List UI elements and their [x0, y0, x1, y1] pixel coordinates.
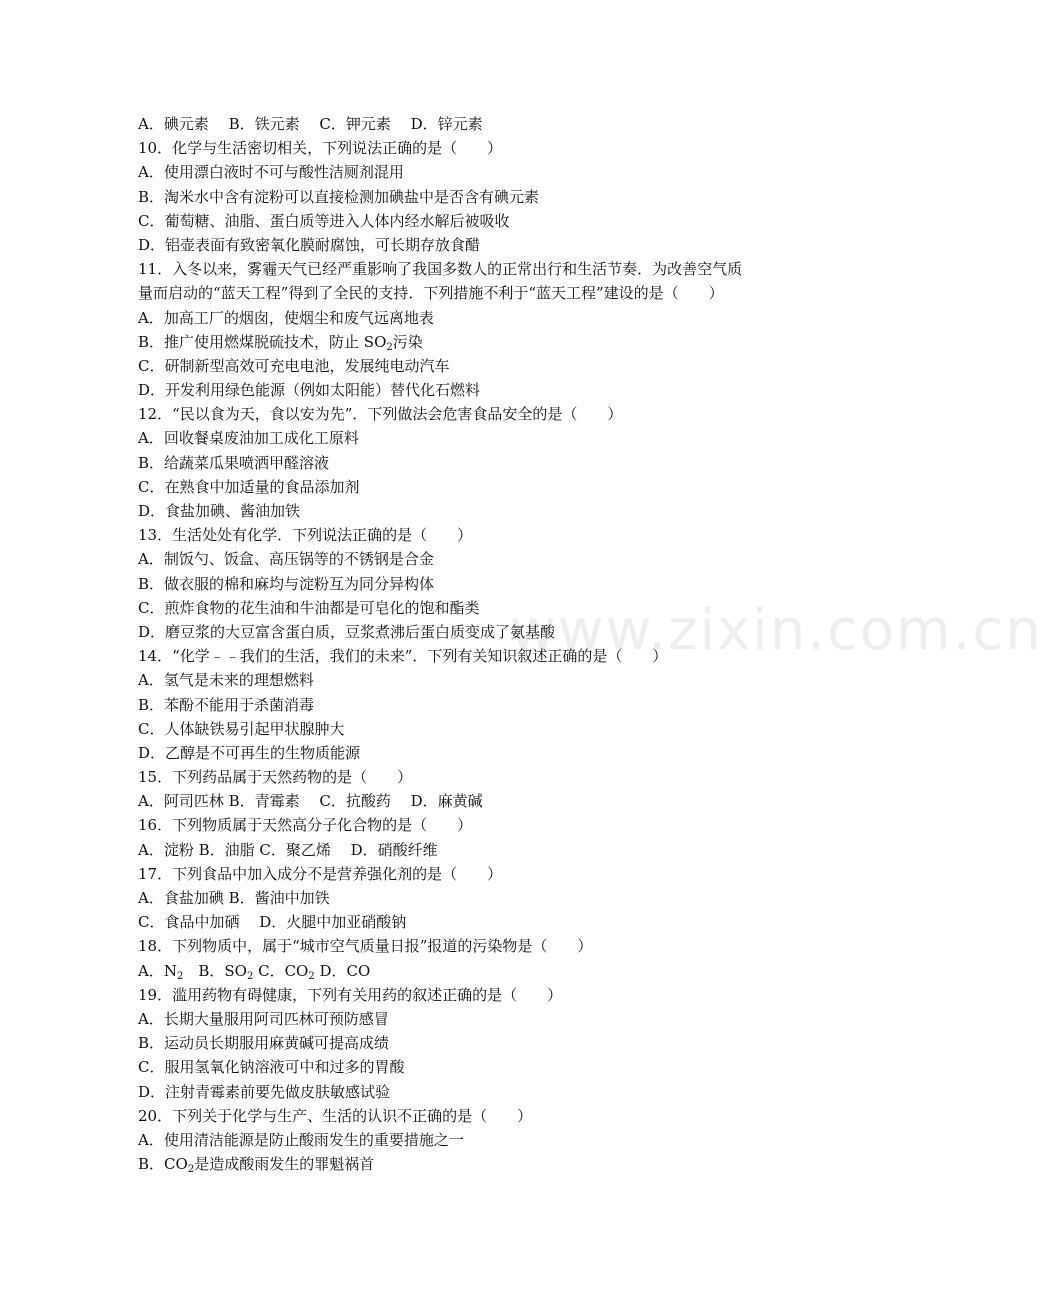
text-segment: D．开发利用绿色能源（例如太阳能）替代化石燃料: [138, 381, 481, 400]
q14-option-c: [138, 717, 778, 741]
q13-option-a: [138, 547, 778, 571]
text-segment: 13．生活处处有化学．下列说法正确的是（ ）: [138, 526, 473, 545]
q12-stem: [138, 402, 778, 426]
text-segment: A．制饭勺、饭盒、高压锅等的不锈钢是合金: [138, 550, 434, 569]
q20-stem: [138, 1104, 778, 1128]
q10-option-a: [138, 160, 778, 184]
text-segment: C．食品中加硒 D．火腿中加亚硝酸钠: [138, 913, 407, 932]
q10-stem: [138, 136, 778, 160]
text-segment: C．服用氢氧化钠溶液可中和过多的胃酸: [138, 1058, 405, 1077]
text-segment: 14．“化学﹣﹣我们的生活，我们的未来”．下列有关知识叙述正确的是（ ）: [138, 647, 668, 666]
q15-options: [138, 789, 778, 813]
q18-stem: [138, 934, 778, 958]
text-segment: B．CO: [138, 1155, 188, 1174]
q12-option-b: [138, 451, 778, 475]
text-segment: 是造成酸雨发生的罪魁祸首: [194, 1155, 375, 1174]
subscript: 2: [386, 341, 393, 353]
q13-option-b: [138, 572, 778, 596]
text-segment: A．使用清洁能源是防止酸雨发生的重要措施之一: [138, 1130, 464, 1149]
text-segment: A．长期大量服用阿司匹林可预防感冒: [138, 1009, 389, 1028]
q12-option-d: [138, 499, 778, 523]
text-segment: B．给蔬菜瓜果喷洒甲醛溶液: [138, 453, 330, 472]
q10-option-b: [138, 185, 778, 209]
text-segment: 12．“民以食为天，食以安为先”．下列做法会危害食品安全的是（ ）: [138, 405, 623, 424]
q14-option-d: [138, 741, 778, 765]
subscript: 2: [187, 1164, 195, 1176]
text-segment: A．回收餐桌废油加工成化工原料: [138, 429, 359, 448]
text-segment: C．研制新型高效可充电电池，发展纯电动汽车: [138, 356, 450, 375]
q19-stem: [138, 983, 778, 1007]
text-segment: C．煎炸食物的花生油和牛油都是可皂化的饱和酯类: [138, 598, 480, 617]
q14-option-b: [138, 693, 778, 717]
q19-option-d: [138, 1080, 778, 1104]
q11-option-b: [138, 330, 778, 354]
q16-options: [138, 838, 778, 862]
text-segment: A．加高工厂的烟囱，使烟尘和废气远离地表: [138, 308, 434, 327]
q20-option-a: [138, 1128, 778, 1152]
q14-option-a: [138, 668, 778, 692]
q12-option-a: [138, 426, 778, 450]
q10-option-c: [138, 209, 778, 233]
text-segment: 16．下列物质属于天然高分子化合物的是（ ）: [138, 816, 473, 835]
text-segment: 污染: [392, 332, 423, 351]
text-segment: 20．下列关于化学与生产、生活的认识不正确的是（ ）: [138, 1106, 533, 1125]
text-segment: 17．下列食品中加入成分不是营养强化剂的是（ ）: [138, 864, 503, 883]
q11-stem-2: [138, 281, 778, 305]
text-segment: B．苯酚不能用于杀菌消毒: [138, 695, 315, 714]
q12-option-c: [138, 475, 778, 499]
text-segment: B．运动员长期服用麻黄碱可提高成绩: [138, 1034, 390, 1053]
q13-stem: [138, 523, 778, 547]
subscript: 2: [246, 970, 254, 982]
q19-option-a: [138, 1007, 778, 1031]
text-segment: B．淘米水中含有淀粉可以直接检测加碘盐中是否含有碘元素: [138, 187, 540, 206]
q13-option-d: [138, 620, 778, 644]
q11-option-a: [138, 306, 778, 330]
q17-options-2: [138, 910, 778, 934]
text-segment: 11．入冬以来，雾霾天气已经严重影响了我国多数人的正常出行和生活节奏．为改善空气质: [138, 260, 743, 279]
q19-option-b: [138, 1031, 778, 1055]
subscript: 2: [176, 970, 184, 982]
q11-stem-1: [138, 257, 778, 281]
text-segment: 量而启动的“蓝天工程”得到了全民的支持．下列措施不利于“蓝天工程”建设的是（ ）: [138, 284, 724, 303]
q14-stem: [138, 644, 778, 668]
text-segment: D．CO: [314, 961, 371, 980]
text-segment: B．SO: [183, 961, 247, 980]
text-segment: A．碘元素 B．铁元素 C．钾元素 D．锌元素: [138, 115, 483, 133]
text-segment: C．人体缺铁易引起甲状腺肿大: [138, 719, 345, 738]
text-segment: D．磨豆浆的大豆富含蛋白质，豆浆煮沸后蛋白质变成了氨基酸: [138, 622, 556, 641]
text-segment: C．在熟食中加适量的食品添加剂: [138, 477, 360, 496]
q16-stem: [138, 813, 778, 837]
q17-stem: [138, 862, 778, 886]
q11-option-d: [138, 378, 778, 402]
text-segment: A．使用漂白液时不可与酸性洁厕剂混用: [138, 163, 404, 182]
q11-option-c: [138, 354, 778, 378]
text-segment: C．葡萄糖、油脂、蛋白质等进入人体内经水解后被吸收: [138, 211, 510, 230]
exam-page: [138, 112, 778, 1176]
text-segment: A．N: [138, 961, 177, 980]
text-segment: 19．滥用药物有碍健康，下列有关用药的叙述正确的是（ ）: [138, 985, 563, 1004]
watermark: www.zixin.com.cn: [510, 598, 1043, 663]
text-segment: D．食盐加碘、酱油加铁: [138, 502, 301, 520]
q18-options: [138, 959, 778, 983]
q19-option-c: [138, 1055, 778, 1079]
text-segment: D．铝壶表面有致密氧化膜耐腐蚀，可长期存放食醋: [138, 235, 481, 254]
text-segment: A．阿司匹林 B．青霉素 C．抗酸药 D．麻黄碱: [138, 792, 483, 811]
text-segment: C．CO: [253, 961, 309, 980]
q15-stem: [138, 765, 778, 789]
q10-option-d: [138, 233, 778, 257]
text-segment: B．推广使用燃煤脱硫技术，防止 SO: [138, 332, 387, 351]
subscript: 2: [308, 970, 315, 982]
text-segment: A．淀粉 B．油脂 C．聚乙烯 D．硝酸纤维: [138, 840, 438, 859]
text-segment: D．乙醇是不可再生的生物质能源: [138, 743, 361, 762]
text-segment: 10．化学与生活密切相关，下列说法正确的是（ ）: [138, 139, 503, 158]
text-segment: 15．下列药品属于天然药物的是（ ）: [138, 768, 413, 787]
text-segment: 18．下列物质中，属于“城市空气质量日报”报道的污染物是（ ）: [138, 937, 593, 956]
q9-options: [138, 112, 778, 136]
text-segment: B．做衣服的棉和麻均与淀粉互为同分异构体: [138, 574, 435, 593]
q17-options-1: [138, 886, 778, 910]
q13-option-c: [138, 596, 778, 620]
text-segment: A．食盐加碘 B．酱油中加铁: [138, 889, 330, 907]
q20-option-b: [138, 1152, 778, 1176]
text-segment: D．注射青霉素前要先做皮肤敏感试验: [138, 1082, 391, 1101]
text-segment: A．氢气是未来的理想燃料: [138, 671, 314, 690]
